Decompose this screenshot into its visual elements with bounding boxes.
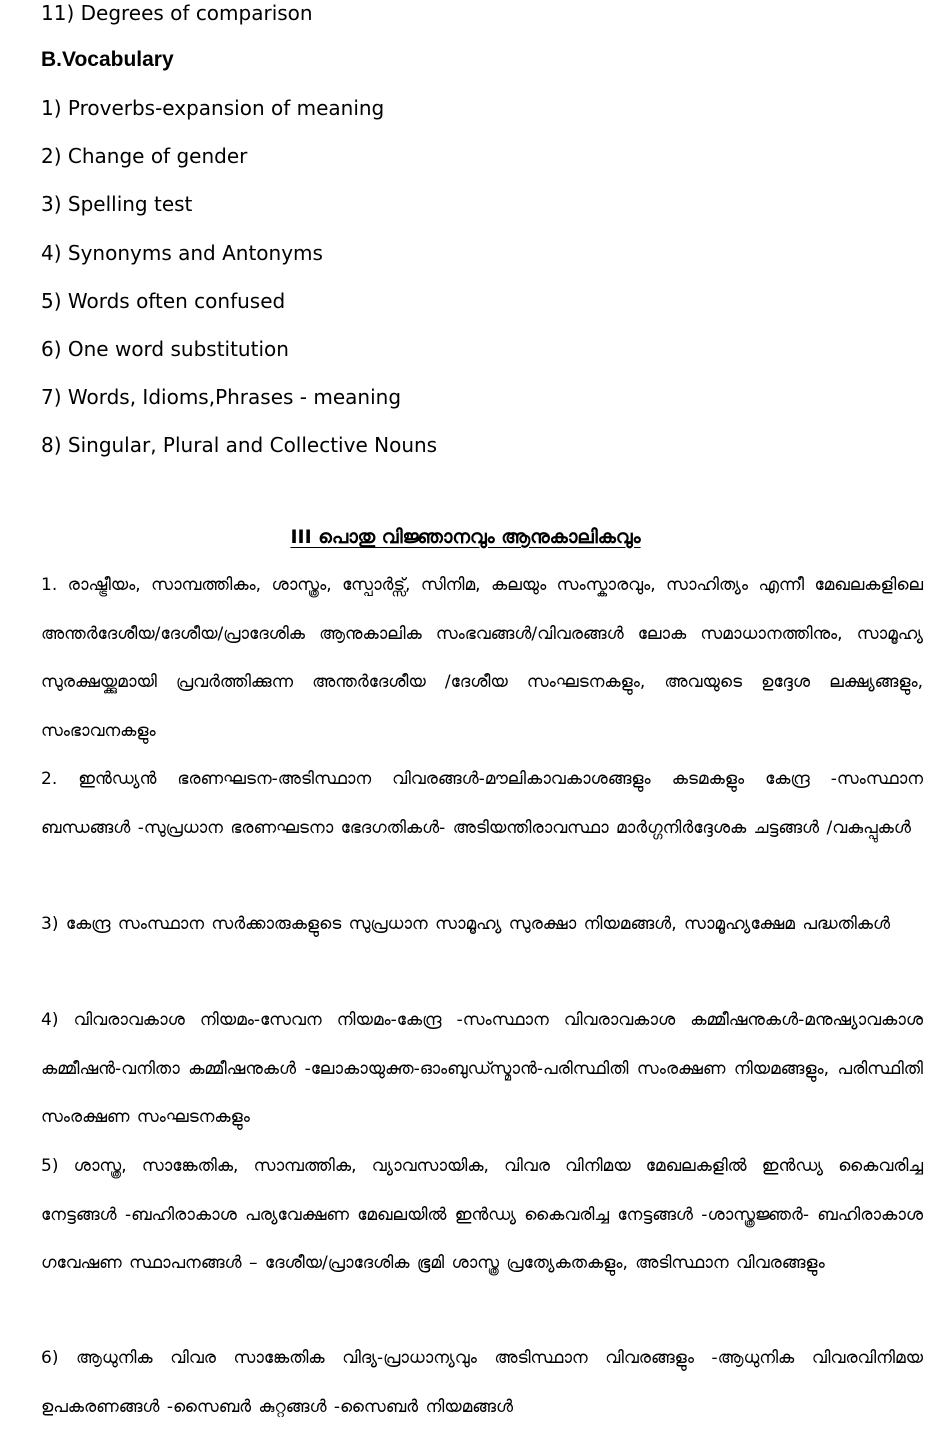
list-item: 6) One word substitution <box>41 337 289 361</box>
paragraph: 1. രാഷ്ട്രീയം, സാമ്പത്തികം, ശാസ്ത്രം, സ്പോർട്സ്, സിനിമ, കലയും സംസ്കാരവും, സാഹിത്യം എന്നീ മേഖലകളിലെ അന്തർദേശീയ/ദേശീയ/പ്രാദേശിക ആനുകാലിക സംഭവങ്ങൾ/വിവരങ്ങൾ ലോക സമാധാനത്തിനും, സാമൂഹ്യ സുരക്ഷയ്ക്കുമായി പ്രവർത്തിക്കുന്ന അന്തർദേശീയ /ദേശീയ സംഘടനകളും, അവയുടെ ഉദ്ദേശ ലക്ഷ്യങ്ങളും, സംഭാവനകളും <box>41 575 923 741</box>
paragraph: 6) ആധുനിക വിവര സാങ്കേതിക വിദ്യ-പ്രാധാന്യവും അടിസ്ഥാന വിവരങ്ങളും -ആധുനിക വിവരവിനിമയ ഉപകരണങ്ങൾ -സൈബർ കുറ്റങ്ങൾ -സൈബർ നിയമങ്ങൾ <box>41 1348 923 1417</box>
section-title <box>0 524 931 550</box>
paragraph: 2. ഇൻഡ്യൻ ഭരണഘടന-അടിസ്ഥാന വിവരങ്ങൾ-മൗലികാവകാശങ്ങളും കടമകളും കേന്ദ്ര -സംസ്ഥാന ബന്ധങ്ങൾ -സുപ്രധാന ഭരണഘടനാ ഭേദഗതികൾ- അടിയന്തിരാവസ്ഥാ മാർഗ്ഗനിർദ്ദേശക ചട്ടങ്ങൾ /വകുപ്പുകൾ <box>41 769 923 838</box>
list-item: 3) Spelling test <box>41 192 193 216</box>
paragraph: 3) കേന്ദ്ര സംസ്ഥാന സർക്കാരുകളുടെ സുപ്രധാന സാമൂഹ്യ സുരക്ഷാ നിയമങ്ങൾ, സാമൂഹ്യക്ഷേമ പദ്ധതികൾ <box>41 914 891 934</box>
vocabulary-heading: B.Vocabulary <box>41 48 174 71</box>
list-item: 7) Words, Idioms,Phrases - meaning <box>41 385 402 409</box>
grammar-item-11: 11) Degrees of comparison <box>41 1 313 25</box>
section-title-text: III പൊതു വിജ്ഞാനവും ആനുകാലികവും <box>290 526 641 548</box>
paragraph: 5) ശാസ്ത്ര, സാങ്കേതിക, സാമ്പത്തിക, വ്യാവസായിക, വിവര വിനിമയ മേഖലകളിൽ ഇൻഡ്യ കൈവരിച്ച നേട്ടങ്ങൾ -ബഹിരാകാശ പര്യവേക്ഷണ മേഖലയിൽ ഇൻഡ്യ കൈവരിച്ച നേട്ടങ്ങൾ -ശാസ്ത്രജ്ഞർ- ബഹിരാകാശ ഗവേഷണ സ്ഥാപനങ്ങൾ – ദേശീയ/പ്രാദേശിക ഭൂമി ശാസ്ത്ര പ്രത്യേകതകളും, അടിസ്ഥാന വിവരങ്ങളും <box>41 1156 923 1273</box>
list-item: 1) Proverbs-expansion of meaning <box>41 96 385 120</box>
list-item: 5) Words often confused <box>41 289 286 313</box>
paragraph: 4) വിവരാവകാശ നിയമം-സേവന നിയമം-കേന്ദ്ര -സംസ്ഥാന വിവരാവകാശ കമ്മീഷനുകൾ-മനുഷ്യാവകാശ കമ്മീഷൻ-വനിതാ കമ്മീഷനുകൾ -ലോകായുക്ത-ഓംബുഡ്സ്മാൻ-പരിസ്ഥിതി സംരക്ഷണ നിയമങ്ങളും, പരിസ്ഥിതി സംരക്ഷണ സംഘടനകളും <box>41 1010 923 1127</box>
list-item: 2) Change of gender <box>41 144 248 168</box>
list-item: 4) Synonyms and Antonyms <box>41 241 323 265</box>
list-item: 8) Singular, Plural and Collective Nouns <box>41 433 438 457</box>
